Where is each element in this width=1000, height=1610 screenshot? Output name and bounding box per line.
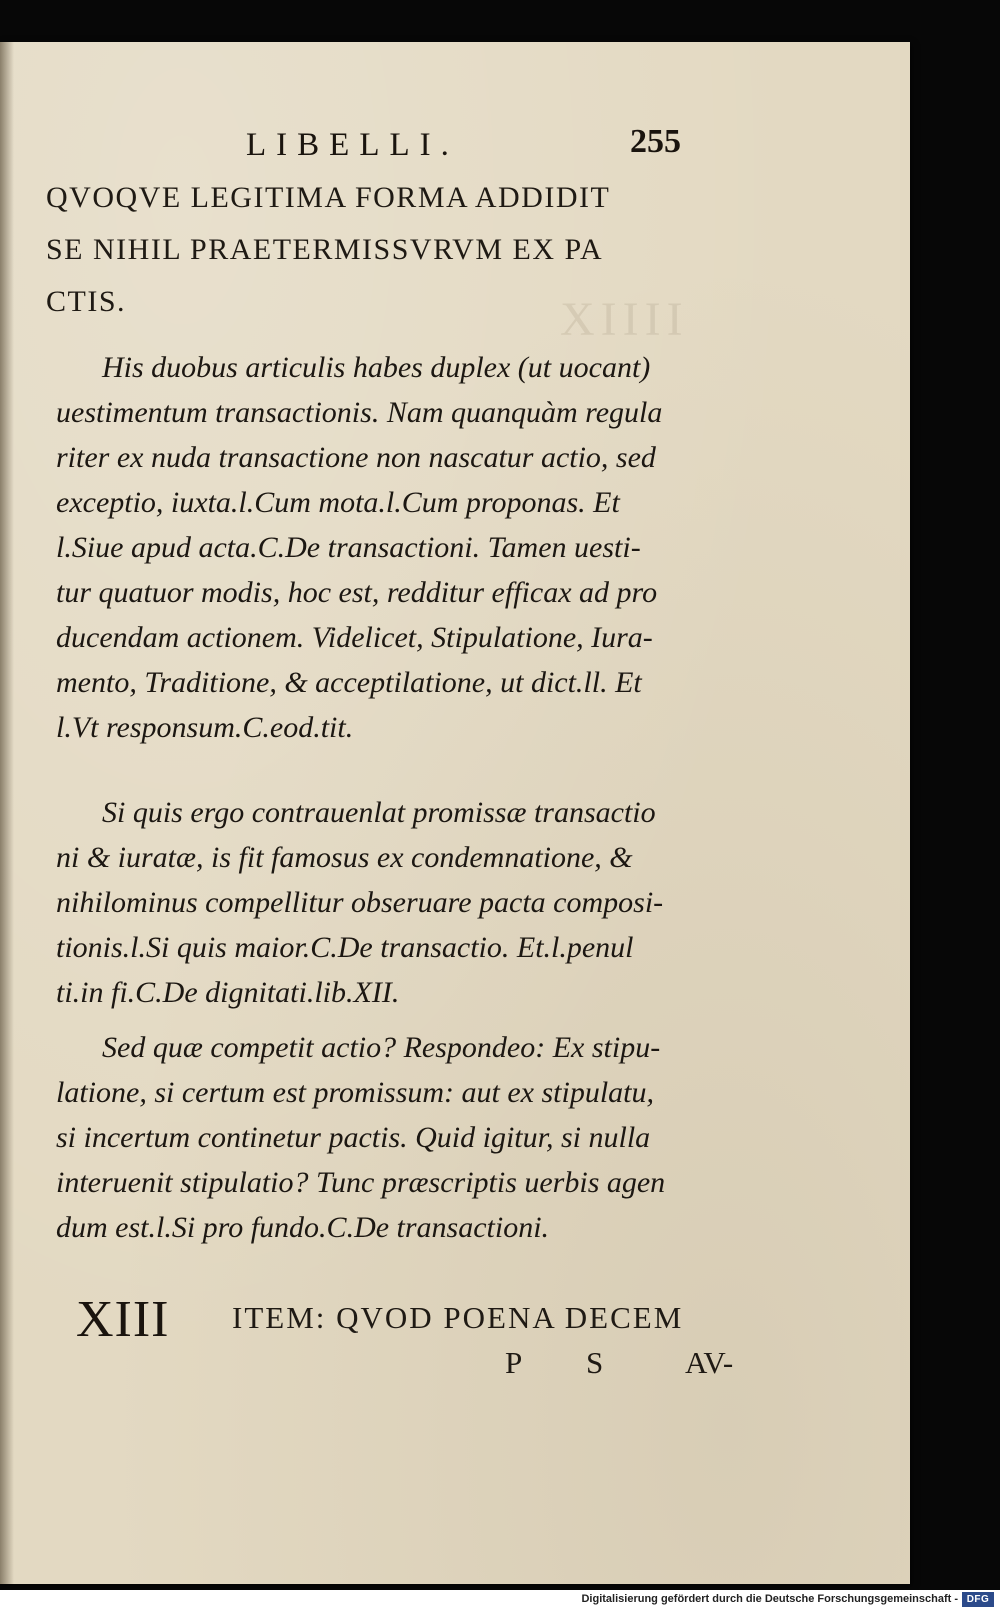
- text-line: interuenit stipulatio? Tunc præscriptis uerbis agen: [56, 1166, 666, 1199]
- text-line: Si quis ergo contrauenlat promissæ transactio: [102, 796, 656, 829]
- page-header: [0, 123, 740, 177]
- text-line: latione, si certum est promissum: aut ex stipulatu,: [56, 1076, 655, 1109]
- text-line: dum est.l.Si pro fundo.C.De transactioni.: [56, 1211, 550, 1244]
- text-line: uestimentum transactionis. Nam quanquàm regula: [56, 396, 663, 429]
- paragraph-3: [56, 1025, 736, 1250]
- catchwords: [505, 1345, 745, 1381]
- text-line: His duobus articulis habes duplex (ut uocant): [102, 351, 651, 384]
- text-line: ni & iuratæ, is fit famosus ex condemnatione, &: [56, 841, 633, 874]
- text-line: riter ex nuda transactione non nascatur actio, sed: [56, 441, 656, 474]
- paragraph-1: [56, 345, 736, 750]
- running-head: LIBELLI.: [246, 127, 459, 163]
- text-line: l.Siue apud acta.C.De transactioni. Tamen uesti-: [56, 531, 641, 564]
- bleed-through-text: XIIII: [560, 293, 689, 346]
- text-line: si incertum continetur pactis. Quid igitur, si nulla: [56, 1121, 651, 1154]
- next-section-heading: ITEM: QVOD POENA DECEM: [232, 1300, 684, 1335]
- text-line: exceptio, iuxta.l.Cum mota.l.Cum proponas. Et: [56, 486, 620, 519]
- text-line: tur quatuor modis, hoc est, redditur efficax ad pro: [56, 576, 658, 609]
- catchword: AV-: [685, 1345, 734, 1380]
- text-line: Sed quæ competit actio? Respondeo: Ex stipu-: [102, 1031, 661, 1064]
- page-number: 255: [630, 123, 681, 160]
- text-line: ti.in fi.C.De dignitati.lib.XII.: [56, 976, 400, 1009]
- heading-line: SE NIHIL PRAETERMISSVRVM EX PA: [46, 233, 604, 266]
- funding-credit: Digitalisierung gefördert durch die Deutsche Forschungsgemeinschaft -: [581, 1593, 958, 1605]
- text-line: tionis.l.Si quis maior.C.De transactio. Et.l.penul: [56, 931, 634, 964]
- text-line: mento, Traditione, & acceptilatione, ut dict.ll. Et: [56, 666, 642, 699]
- section-number: XIII: [76, 1291, 170, 1348]
- catchword: S: [586, 1345, 604, 1380]
- section-heading: [46, 172, 726, 328]
- catchword: P: [505, 1345, 523, 1380]
- text-line: l.Vt responsum.C.eod.tit.: [56, 711, 354, 744]
- text-line: nihilominus compellitur obseruare pacta composi-: [56, 886, 664, 919]
- page-gutter-shadow: [0, 42, 14, 1584]
- heading-line: QVOQVE LEGITIMA FORMA ADDIDIT: [46, 181, 611, 214]
- dfg-logo: DFG: [962, 1592, 994, 1607]
- heading-line: CTIS.: [46, 285, 127, 318]
- text-line: ducendam actionem. Videlicet, Stipulatione, Iura-: [56, 621, 653, 654]
- paragraph-2: [56, 790, 736, 1015]
